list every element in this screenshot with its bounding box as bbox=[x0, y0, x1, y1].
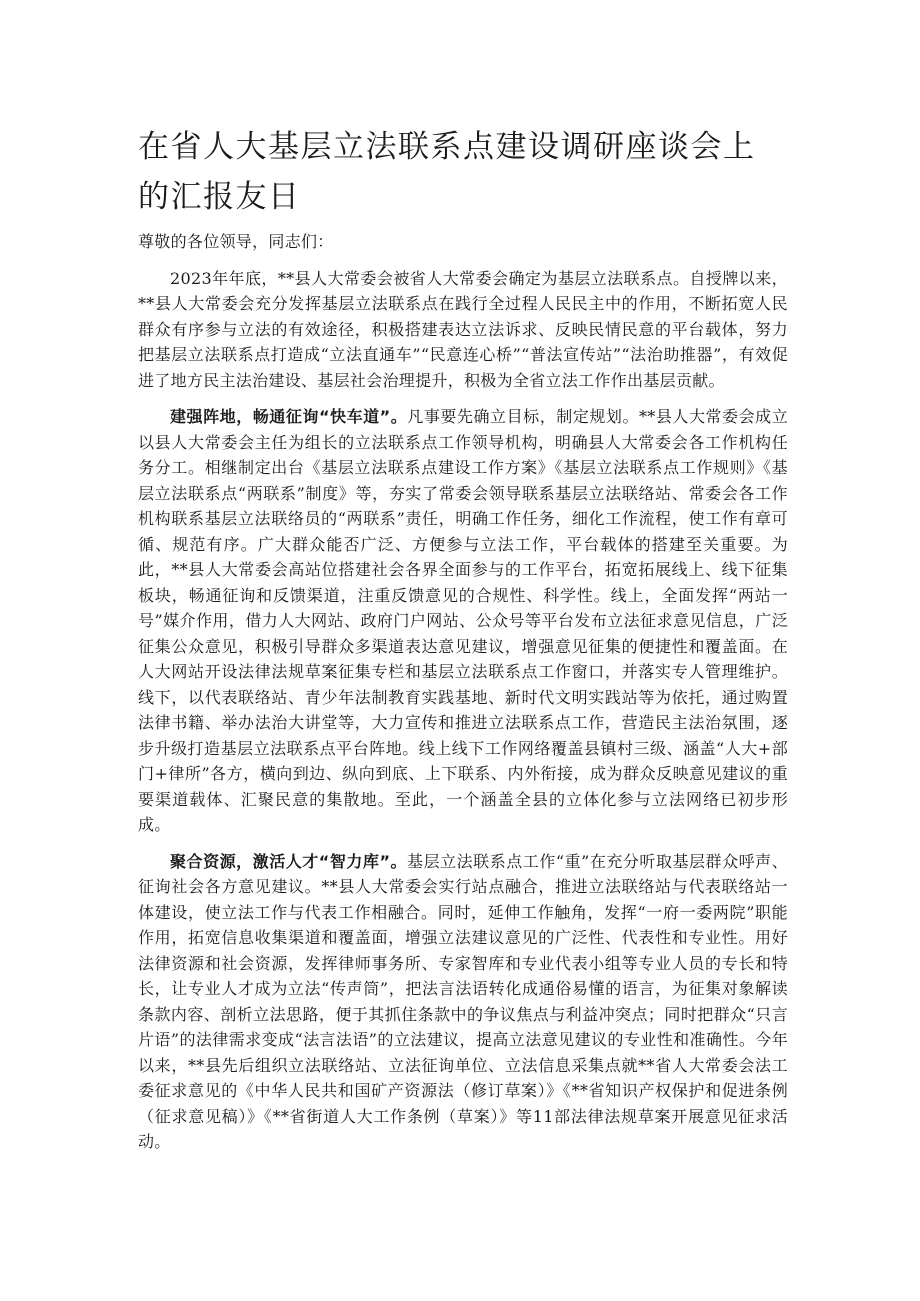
paragraph-resources bbox=[138, 849, 788, 1155]
paragraph-heading: 聚合资源，激活人才“智力库”。 bbox=[170, 851, 408, 871]
paragraph-positions bbox=[138, 404, 788, 838]
paragraph-text: 凡事要先确立目标，制定规划。**县人大常委会成立以县人大常委会主任为组长的立法联系点工作领导机构，明确县人大常委会各工作机构任务分工。相继制定出台《基层立法联系点建设工作方案》《基层立法联系点工作规则》《基层立法联系点“两联系”制度》等，夯实了常委会领导联系基层立法联络站、常委会各工作机构联系基层立法联络员的“两联系”责任，明确工作任务，细化工作流程，使工作有章可循、规范有序。广大群众能否广泛、方便参与立法工作，平台载体的搭建至关重要。为此，**县人大常委会高站位搭建社会各界全面参与的工作平台，拓宽拓展线上、线下征集板块，畅通征询和反馈渠道，注重反馈意见的合规性、科学性。线上，全面发挥“两站一号”媒介作用，借力人大网站、政府门户网站、公众号等平台发布立法征求意见信息，广泛征集公众意见，积极引导群众多渠道表达意见建议，增强意见征集的便捷性和覆盖面。在人大网站开设法律法规草案征集专栏和基层立法联系点工作窗口，并落实专人管理维护。线下，以代表联络站、青少年法制教育实践基地、新时代文明实践站等为依托，通过购置法律书籍、举办法治大讲堂等，大力宣传和推进立法联系点工作，营造民主法治氛围，逐步升级打造基层立法联系点平台阵地。线上线下工作网络覆盖县镇村三级、涵盖“人大+部门+律所”各方，横向到边、纵向到底、上下联系、内外衔接，成为群众反映意见建议的重要渠道载体、汇聚民意的集散地。至此，一个涵盖全县的立体化参与立法网络已初步形成。 bbox=[138, 407, 788, 834]
document-body bbox=[138, 229, 788, 1155]
paragraph-intro bbox=[138, 266, 788, 394]
paragraph-text: 基层立法联系点工作“重”在充分听取基层群众呼声、征询社会各方意见建议。**县人大常委会实行站点融合，推进立法联络站与代表联络站一体建设，使立法工作与代表工作相融合。同时，延伸工作触角，发挥“一府一委两院”职能作用，拓宽信息收集渠道和覆盖面，增强立法建议意见的广泛性、代表性和专业性。用好法律资源和社会资源，发挥律师事务所、专家智库和专业代表小组等专业人员的专长和特长，让专业人才成为立法“传声筒”，把法言法语转化成通俗易懂的语言，为征集对象解读条款内容、剖析立法思路，便于其抓住条款中的争议焦点与利益冲突点；同时把群众“只言片语”的法律需求变成“法言法语”的立法建议，提高立法意见建议的专业性和准确性。今年以来，**县先后组织立法联络站、立法征询单位、立法信息采集点就**省人大常委会法工委征求意见的《中华人民共和国矿产资源法（修订草案）》《**省知识产权保护和促进条例（征求意见稿）》《**省街道人大工作条例（草案）》等11部法律法规草案开展意见征求活动。 bbox=[138, 851, 788, 1151]
salutation: 尊敬的各位领导，同志们： bbox=[138, 232, 334, 251]
paragraph-heading: 建强阵地，畅通征询“快车道”。 bbox=[170, 407, 408, 426]
paragraph-text: 2023年年底，**县人大常委会被省人大常委会确定为基层立法联系点。自授牌以来，**县人大常委会充分发挥基层立法联系点在践行全过程人民民主中的作用，不断拓宽人民群众有序参与立法的有效途径，积极搭建表达立法诉求、反映民情民意的平台载体，努力把基层立法联系点打造成“立法直通车”“民意连心桥”“普法宣传站”“法治助推器”，有效促进了地方民主法治建设、基层社会治理提升，积极为全省立法工作作出基层贡献。 bbox=[138, 268, 788, 390]
document-title: 在省人大基层立法联系点建设调研座谈会上的汇报友日 bbox=[138, 129, 756, 215]
